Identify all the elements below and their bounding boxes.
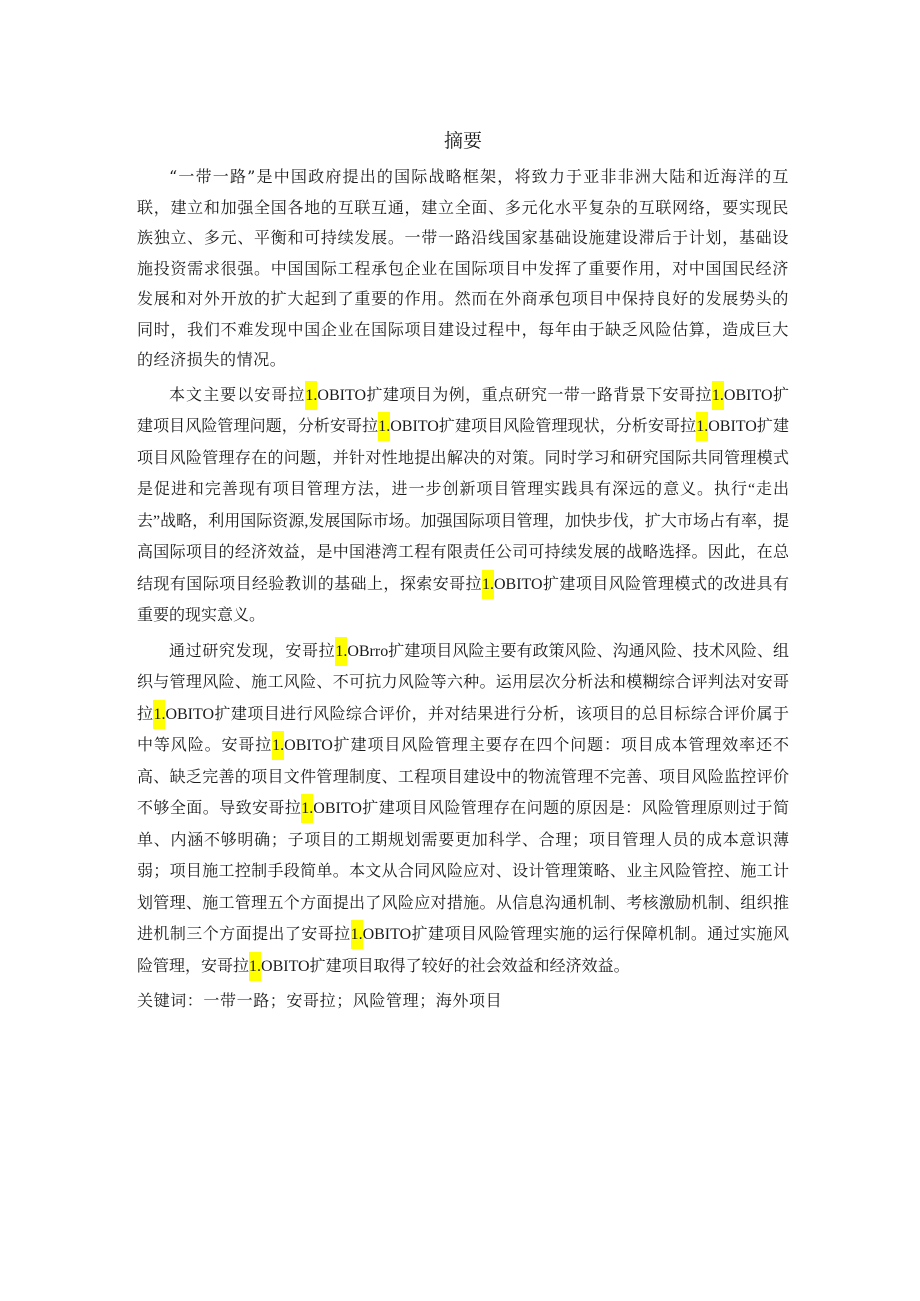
highlighted-mark: 1.	[696, 412, 708, 441]
highlighted-mark: 1.	[482, 570, 494, 599]
highlighted-mark: 1.	[351, 920, 363, 949]
abstract-paragraph-3	[137, 636, 789, 983]
text-segment: OBITO扩建项目风险管理实施的运行保障机制。通过实施风险管理，安哥拉	[137, 926, 789, 975]
highlighted-mark: 1.	[712, 381, 724, 410]
abstract-page	[137, 128, 789, 1016]
text-segment: OBITO扩建项目进行风险综合评价，并对结果进行分析，该项目的总目标综合评价属于中等风险。安哥拉	[137, 705, 789, 754]
keywords-line: 关键词：一带一路；安哥拉；风险管理；海外项目	[137, 991, 503, 1010]
text-segment: OBITO扩建项目风险管理主要存在四个问题：项目成本管理效率还不高、缺乏完善的项目文件管理制度、工程项目建设中的物流管理不完善、项目风险监控评价不够全面。导致安哥拉	[137, 737, 789, 817]
highlighted-mark: 1.	[301, 794, 313, 823]
text-segment: OBITO扩建项目取得了较好的社会效益和经济效益。	[261, 957, 630, 975]
text-segment: 本文主要以安哥拉	[169, 384, 306, 404]
text-segment: OBITO扩建项目风险管理现状，分析安哥拉	[390, 418, 697, 435]
text-segment: 通过研究发现，安哥拉	[169, 640, 336, 660]
abstract-paragraph-1: “一带一路”是中国政府提出的国际战略框架，将致力于亚非非洲大陆和近海洋的互联，建立和加强全国各地的互联互通，建立全面、多元化水平复杂的互联网络，要实现民族独立、多元、平衡和可持续发展。一带一路沿线国家基础设施建设滞后于计划，基础设施投资需求很强。中国国际工程承包企业在国际项目中发挥了重要作用，对中国国民经济发展和对外开放的扩大起到了重要的作用。然而在外商承包项目中保持良好的发展势头的同时，我们不难发现中国企业在国际项目建设过程中，每年由于缺乏风险估算，造成巨大的经济损失的情况。	[137, 167, 789, 369]
text-segment: OBITO扩建项目风险管理模式的改进具有重要的现实意义。	[137, 575, 789, 624]
highlighted-mark: 1.	[305, 381, 317, 410]
highlighted-mark: 1.	[378, 412, 390, 441]
highlighted-mark: 1.	[272, 731, 284, 760]
text-segment: OBrro扩建项目风险主要有政策风险、沟通风险、技术风险、组织与管理风险、施工风险、不可抗力风险等六种。运用层次分析法和模糊综合评判法对安哥拉	[137, 642, 789, 723]
highlighted-mark: 1.	[249, 952, 261, 981]
abstract-paragraph-2	[137, 380, 789, 632]
text-segment: OBITO扩建项目为例，重点研究一带一路背景下安哥拉	[317, 386, 712, 404]
highlighted-mark: 1.	[335, 637, 347, 666]
text-segment: OBITO扩建项目风险管理存在问题的原因是：风险管理原则过于简单、内涵不够明确；子项目的工期规划需要更加科学、合理；项目管理人员的成本意识薄弱；项目施工控制手段简单。本文从合同风险应对、设计管理策略、业主风险管控、施工计划管理、施工管理五个方面提出了风险应对措施。从信息沟通机制、考核激励机制、组织推进机制三个方面提出了安哥拉	[137, 800, 789, 943]
text-segment: OBITO扩建项目风险管理问题，分析安哥拉	[137, 386, 789, 435]
highlighted-mark: 1.	[153, 700, 165, 729]
abstract-title: 摘要	[443, 130, 482, 152]
text-segment: OBITO扩建项目风险管理存在的问题，并针对性地提出解决的对策。同时学习和研究国际共同管理模式是促进和完善现有项目管理方法，进一步创新项目管理实践具有深远的意义。执行“走出去”战略，利用国际资源,发展国际市场。加强国际项目管理，加快步伐，扩大市场占有率，提高国际项目的经济效益，是中国港湾工程有限责任公司可持续发展的战略选择。因此，在总结现有国际项目经验教训的基础上，探索安哥拉	[137, 418, 789, 593]
